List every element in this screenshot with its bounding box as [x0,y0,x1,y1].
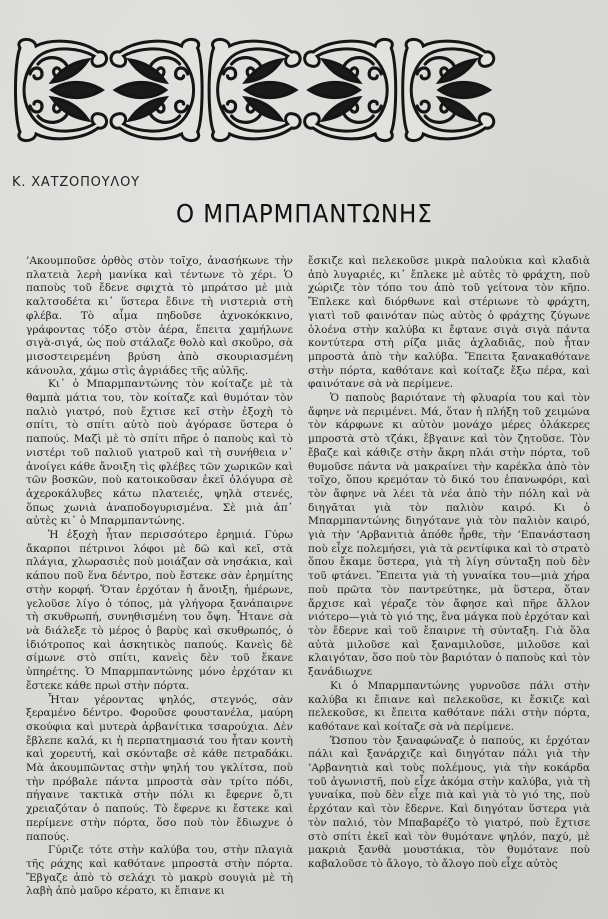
ornament-stroke [30,101,42,112]
ornament-stroke [417,68,429,79]
ornament-stroke [246,98,282,120]
ornament-stroke [439,98,475,120]
ornament-tile [305,39,396,140]
ornament-stroke [224,68,236,79]
floral-ornament-border [12,34,496,146]
author-name: Κ. ΧΑΤΖΟΠΟΥΛΟΥ [12,175,140,190]
paragraph: Ἦταν γέροντας ψηλός, στεγνός, σὰν ξεραμένο δέντρο. Φοροῦσε φουστανέλα, μαύρη σκούφια καὶ μυτερὰ ἀρβανίτικα τσαρούχια. Δὲν ἔβλεπε καλά, κι ἡ περπατημασιά του ἦταν κοντὴ καὶ χορευτή, καὶ σκόνταβε σὲ κάθε πετραδάκι. Μὰ ἀκουμπῶντας στὴν ψηλή του γκλίτσα, ποὺ τὴν πρόβαλε πάντα μπροστὰ σὰν τρίτο πόδι, πήγαινε τακτικὰ στὴν πόλι κι ἔφερνε ὅ,τι χρειαζόταν ὁ παπούς. Τὸ ἔφερνε κι ἔστεκε καὶ περίμενε στὴν πόρτα, ὅσο ποὺ τὸν ἔδιωχνε ὁ παπούς. [26,693,293,843]
ornament-stroke [309,83,359,98]
paragraph: Κι ὁ Μπαρμπαντώνης γυρνοῦσε πάλι στὴν καλύβα κι ἔπιανε καὶ πελεκοῦσε, κι ἔσκιζε καὶ πελεκοῦσε, κι ἔπειτα καθότανε πάλι στὴν πόρτα, καθότανε καὶ κοίταζε σὰ νὰ περίμενε. [308,679,590,733]
paragraph: Ὥσπου τὸν ξαναφώναζε ὁ παπούς, κι ἐρχόταν πάλι καὶ ξανάρχιζε καὶ διηγόταν πάλι γιὰ τὴν ’Αρβανητιὰ καὶ τοὺς πολέμους, γιὰ τὴν κοκάρδα τοῦ ἀγωνιστῆ, ποὺ εἶχε ἀκόμα στὴν καλύβα, γιὰ τὴ γυναίκα, ποὺ δὲν εἶχε πιὰ καὶ γιὰ τὸ γιό της, ποὺ ἐρχόταν καὶ τὸν ἔδερνε. Καὶ διηγόταν ὕστερα γιὰ τὸν παλιό, τὸν Μπαβαρέζο τὸ γιατρό, ποὺ ἔχτισε στὸ σπίτι ἐκεῖ καὶ τὸν θυμότανε ψηλόν, παχύ, μὲ μακριὰ ξανθὰ μουστάκια, τὸν θυμότανε ποὺ καβαλοῦσε τὸ ἄλογο, τὸ ἄλογο ποὺ εἶχε αὐτὸς [308,734,590,870]
ornament-stroke [130,60,166,82]
paragraph: Γύριζε τότε στὴν καλύβα του, στὴν πλαγιὰ τῆς ράχης καὶ καθότανε μπροστὰ στὴν πόρτα. Ἔβγαζε ἀπὸ τὸ σελάχι τὸ μακρὺ σουγιὰ μὲ τὴ λαβὴ ἀπὸ μαῦρο κέρατο, κι ἔπιανε κι [26,844,293,898]
paragraph: Ἡ ἐξοχὴ ἦταν περισσότερο ἐρημιά. Γύρω ἄκαρποι πέτρινοι λόφοι μὲ δῶ καὶ κεῖ, στὰ πλάγια, χλωρασιὲς ποὺ μοιάζαν σὰ νησάκια, καὶ κάπου ποῦ ἕνα δέντρο, ποὺ ἔστεκε σὰν ἐρημίτης στὴν κορφή. Ὅταν ἐρχόταν ἡ ἄνοιξη, ἡμέρωνε, γελοῦσε λίγο ὁ τόπος, μὰ γλήγορα ξανάπαιρνε τὴ σκυθρωπή, συνηθισμένη του ὄψη. Ἦτανε σὰ νὰ διάλεξε τὸ μέρος ὁ βαρὺς καὶ σκυθρωπός, ὁ ἰδιότροπος καὶ ἀσκητικὸς παπούς. Κανεὶς δὲ σίμωνε στὸ σπίτι, κανεὶς δὲν τοῦ ἔκανε ὑπηρέτης. Ὁ Μπαρμπαντώνης μόνο ἐρχόταν κι ἔστεκε κάθε πρωὶ στὴν πόρτα. [26,529,293,692]
ornament-stroke [417,101,429,112]
paragraph: ’Ακουμποῦσε ὀρθὸς στὸν τοῖχο, ἀνασήκωνε τὴν πλατειὰ λερὴ μανίκα καὶ τέντωνε τὸ χέρι. Ὁ παποὺς τοῦ ἔδενε σφιχτὰ τὸ μπράτσο μὲ μιὰ καλτσοδέτα κι᾿ ὕστερα ἔδινε τὴ νιστεριὰ στὴ φλέβα. Τὸ αἷμα πηδοῦσε ἀχνοκόκκινο, γράφοντας τόξο στὸν ἀέρα, ἔπειτα χαμήλωνε σιγὰ-σιγά, ὡς ποὺ στάλαζε θολὸ καὶ σκοῦρο, σὰ μισοστειρεμένη βρύση ἀπὸ σκουριασμένη κάνουλα, χάμω στὶς ἀγριάδες τῆς αὐλῆς. [26,255,293,377]
ornament-tile [111,39,202,140]
ornament-stroke [224,101,236,112]
ornament-stroke [130,98,166,120]
paragraph: Κι᾿ ὁ Μπαρμπαντώνης τὸν κοίταζε μὲ τὰ θαμπὰ μάτια του, τὸν κοίταζε καὶ θυμόταν τὸν παλιὸ γιατρό, ποὺ ἔχτισε κεῖ στὴν ἐξοχὴ τὸ σπίτι, τὸ σπίτι αὐτὸ ποὺ ἀγόρασε ὕστερα ὁ παπούς. Μαζὶ μὲ τὸ σπίτι πῆρε ὁ παποὺς καὶ τὸ νιστέρι τοῦ παλιοῦ γιατροῦ καὶ τὴ συνήθεια ν᾿ ἀνοίγει κάθε ἄνοιξη τὶς φλέβες τῶν χωρικῶν καὶ τῶν βοσκῶν, ποὺ κατοικοῦσαν ἐκεῖ ὁλόγυρα σὲ ἀχεροκάλυβες κάτω πλατειές, ψηλὰ στενές, ὅπως χωνιὰ ἀναποδογυρισμένα. Σὲ μιὰ ἀπ᾿ αὐτὲς κι᾿ ὁ Μπαρμπαντώνης. [26,378,293,528]
ornament-stroke [323,98,359,120]
ornament-stroke [323,60,359,82]
ornament-stroke [246,83,296,98]
ornament-tile [209,39,300,140]
paragraph: ἔσκιζε καὶ πελεκοῦσε μικρὰ παλούκια καὶ κλαδιὰ ἀπὸ λυγαριές, κι᾿ ἔπλεκε μὲ αὐτὲς τὸ φράχτη, ποὺ χώριζε τὸν τόπο του ἀπὸ τοῦ γείτονα τὸν κῆπο. Ἔπλεκε καὶ διόρθωνε καὶ στέριωνε τὸ φράχτη, γιατὶ τοῦ φαινόταν πὼς αὐτὸς ὁ φράχτης ζύγωνε ὁλοένα στὴν καλύβα κι ἔφτανε σιγὰ σιγὰ πάντα κοντύτερα στὴ ρίζα μιᾶς ἀχλαδιᾶς, ποὺ ἦταν μπροστὰ ἀπὸ τὴν καλύβα. Ἔπειτα ξανακαθότανε στὴν πόρτα, καθότανε καὶ κοίταζε ἔξω πέρα, καὶ φαινότανε σὰ νὰ περίμενε. [308,255,590,391]
ornament-stroke [369,68,381,79]
ornament-stroke [116,83,166,98]
ornament-tile [403,39,494,140]
ornament-stroke [52,98,88,120]
ornament-stroke [176,101,188,112]
ornament-tile [16,39,107,140]
ornament-stroke [176,68,188,79]
ornament-stroke [369,101,381,112]
ornament-stroke [52,83,102,98]
ornament-stroke [30,68,42,79]
paragraph: Ὁ παποὺς βαριότανε τὴ φλυαρία του καὶ τὸν ἄφηνε νὰ περιμένει. Μά, ὅταν ἡ πλήξη τοῦ χειμώνα τὸν κάρφωνε κι αὐτὸν μονάχο μέρες ὁλάκερες μπροστὰ στὸ τζάκι, ἔβγαινε καὶ τὸν ζητοῦσε. Τὸν ἔβαζε καὶ κάθιζε στὴν ἄκρη πλάι στὴν πόρτα, τοῦ θυμοῦσε πάντα νὰ μακραίνει τὴν καρέκλα ἀπὸ τὸν τοῖχο, ὅπου κρεμόταν τὸ δικό του ἐπανωφόρι, καὶ τὸν ἄφηνε νὰ λέει τὰ νέα ἀπὸ τὴν πόλη καὶ νὰ διηγᾶται γιὰ τὸν παλιὸν καιρό. Κι ὁ Μπαρμπαντώνης διηγότανε γιὰ τὸν παλιὸν καιρό, γιὰ τὴν ’Αρβανιτιὰ ἀπόθε ἦρθε, τὴν ’Επανάσταση ποὺ εἶχε πολεμήσει, γιὰ τὰ ρεντίφικα καὶ τὸ στρατὸ ὅπου ἔκαμε ὕστερα, γιὰ τὴ λίγη σύνταξη ποὺ δὲν τοῦ φτάνει. Ἔπειτα γιὰ τὴ γυναίκα του—μιὰ χήρα ποὺ πρῶτα τὸν παντρεύτηκε, μὰ ὕστερα, ὅταν ἄρχισε καὶ γέραζε τὸν ἄφησε καὶ πῆρε ἄλλον νιότερο—γιὰ τὸ γιό της, ἕνα μάγκα ποὺ ἐρχόταν καὶ τὸν ἔδερνε καὶ τοῦ ἔπαιρνε τὴ σύνταξη. Γιὰ ὅλα αὐτὰ μιλοῦσε καὶ ξαναμιλοῦσε, μιλοῦσε καὶ κλαιγόταν, ὅσο ποὺ τὸν βαριόταν ὁ παποὺς καὶ τὸν ξανάδιωχνε [308,392,591,679]
ornament-stroke [439,83,489,98]
ornament-stroke [52,60,88,82]
text-column-right [308,255,590,872]
ornament-stroke [246,60,282,82]
text-column-left [26,255,293,899]
article-title: Ο ΜΠΑΡΜΠΑΝΤΩΝΗΣ [175,199,433,228]
ornament-stroke [439,60,475,82]
